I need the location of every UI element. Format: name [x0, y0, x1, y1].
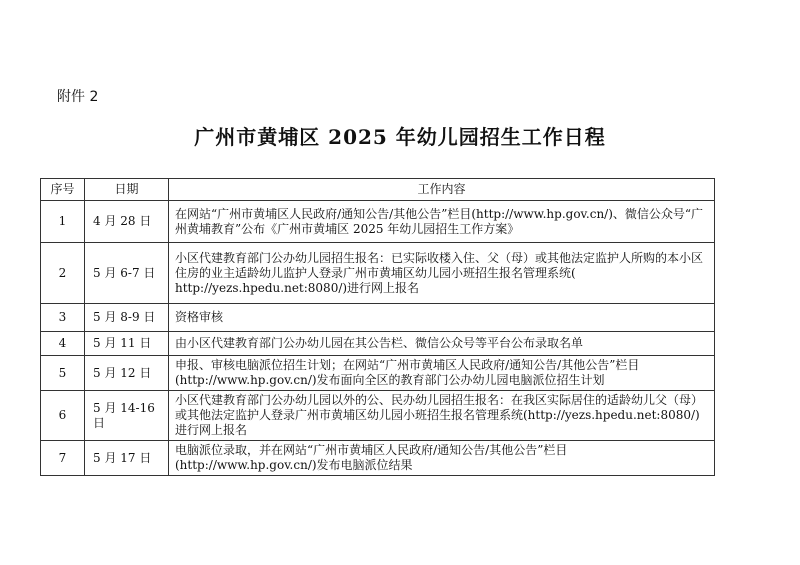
table-row [41, 243, 715, 304]
row-date: 5 月 12 日 [85, 356, 169, 391]
table-row [41, 441, 715, 476]
row-seq: 6 [41, 391, 85, 441]
row-content: 由小区代建教育部门公办幼儿园在其公告栏、微信公众号等平台公布录取名单 [169, 332, 715, 356]
document-title: 广州市黄埔区 2025 年幼儿园招生工作日程 [194, 125, 606, 149]
row-date: 4 月 28 日 [85, 201, 169, 243]
table-row [41, 201, 715, 243]
table-row [41, 304, 715, 332]
row-seq: 4 [41, 332, 85, 356]
row-content: 电脑派位录取，并在网站“广州市黄埔区人民政府/通知公告/其他公告”栏目(http://www.hp.gov.cn/)发布电脑派位结果 [169, 441, 715, 476]
row-content: 在网站“广州市黄埔区人民政府/通知公告/其他公告”栏目(http://www.hp.gov.cn/)、微信公众号“广州黄埔教育”公布《广州市黄埔区 2025 年幼儿园招生工作方案》 [169, 201, 715, 243]
row-date: 5 月 14-16 日 [85, 391, 169, 441]
table-row [41, 332, 715, 356]
row-date: 5 月 8-9 日 [85, 304, 169, 332]
row-content: 资格审核 [169, 304, 715, 332]
row-content: 小区代建教育部门公办幼儿园以外的公、民办幼儿园招生报名：在我区实际居住的适龄幼儿父（母）或其他法定监护人登录广州市黄埔区幼儿园小班招生报名管理系统(http://yezs.hpedu.net:8080/)进行网上报名 [169, 391, 715, 441]
header-seq: 序号 [41, 179, 85, 201]
row-seq: 2 [41, 243, 85, 304]
row-content: 小区代建教育部门公办幼儿园招生报名：已实际收楼入住、父（母）或其他法定监护人所购的本小区住房的业主适龄幼儿监护人登录广州市黄埔区幼儿园小班招生报名管理系统( http://yezs.hpedu.net:8080/)进行网上报名 [169, 243, 715, 304]
row-date: 5 月 11 日 [85, 332, 169, 356]
row-seq: 7 [41, 441, 85, 476]
row-date: 5 月 6-7 日 [85, 243, 169, 304]
table-row [41, 356, 715, 391]
row-content: 申报、审核电脑派位招生计划；在网站“广州市黄埔区人民政府/通知公告/其他公告”栏目(http://www.hp.gov.cn/)发布面向全区的教育部门公办幼儿园电脑派位招生计划 [169, 356, 715, 391]
row-seq: 5 [41, 356, 85, 391]
schedule-table [40, 178, 715, 476]
attachment-label: 附件 2 [57, 89, 99, 105]
row-seq: 1 [41, 201, 85, 243]
table-header-row [41, 179, 715, 201]
table-row [41, 391, 715, 441]
row-date: 5 月 17 日 [85, 441, 169, 476]
header-date: 日期 [85, 179, 169, 201]
row-seq: 3 [41, 304, 85, 332]
header-content: 工作内容 [169, 179, 715, 201]
